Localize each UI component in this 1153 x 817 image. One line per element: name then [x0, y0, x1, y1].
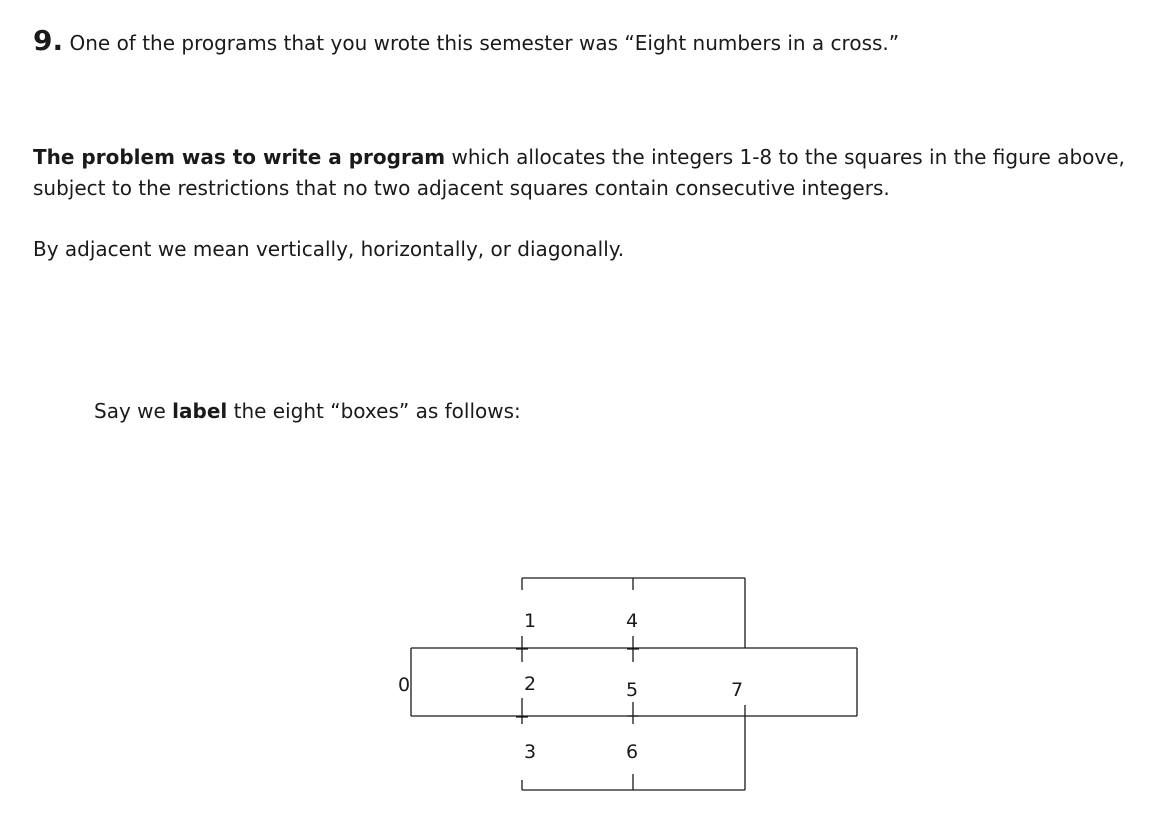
adjacency-note: By adjacent we mean vertically, horizontally, or diagonally. — [33, 237, 625, 261]
box-label-4: 4 — [626, 610, 639, 632]
box-label-2: 2 — [524, 673, 537, 695]
box-label-1: 1 — [524, 610, 537, 632]
box-label-5: 5 — [626, 679, 639, 701]
box-label-6: 6 — [626, 741, 639, 763]
box-label-0: 0 — [398, 674, 411, 696]
box-label-7: 7 — [731, 679, 744, 701]
question-number: 9. — [33, 24, 64, 57]
box-label-3: 3 — [524, 741, 537, 763]
problem-line-2: subject to the restrictions that no two adjacent squares contain consecutive integers. — [33, 176, 890, 200]
problem-rest: which allocates the integers 1-8 to the squares in the figure above, — [445, 145, 1125, 169]
labeling-prefix: Say we — [94, 399, 173, 423]
labeling-bold-word: label — [172, 399, 228, 423]
problem-bold-lead: The problem was to write a program — [33, 145, 446, 169]
question-text: One of the programs that you wrote this semester was “Eight numbers in a cross.” — [69, 31, 900, 55]
labeling-suffix: the eight “boxes” as follows: — [227, 399, 521, 423]
